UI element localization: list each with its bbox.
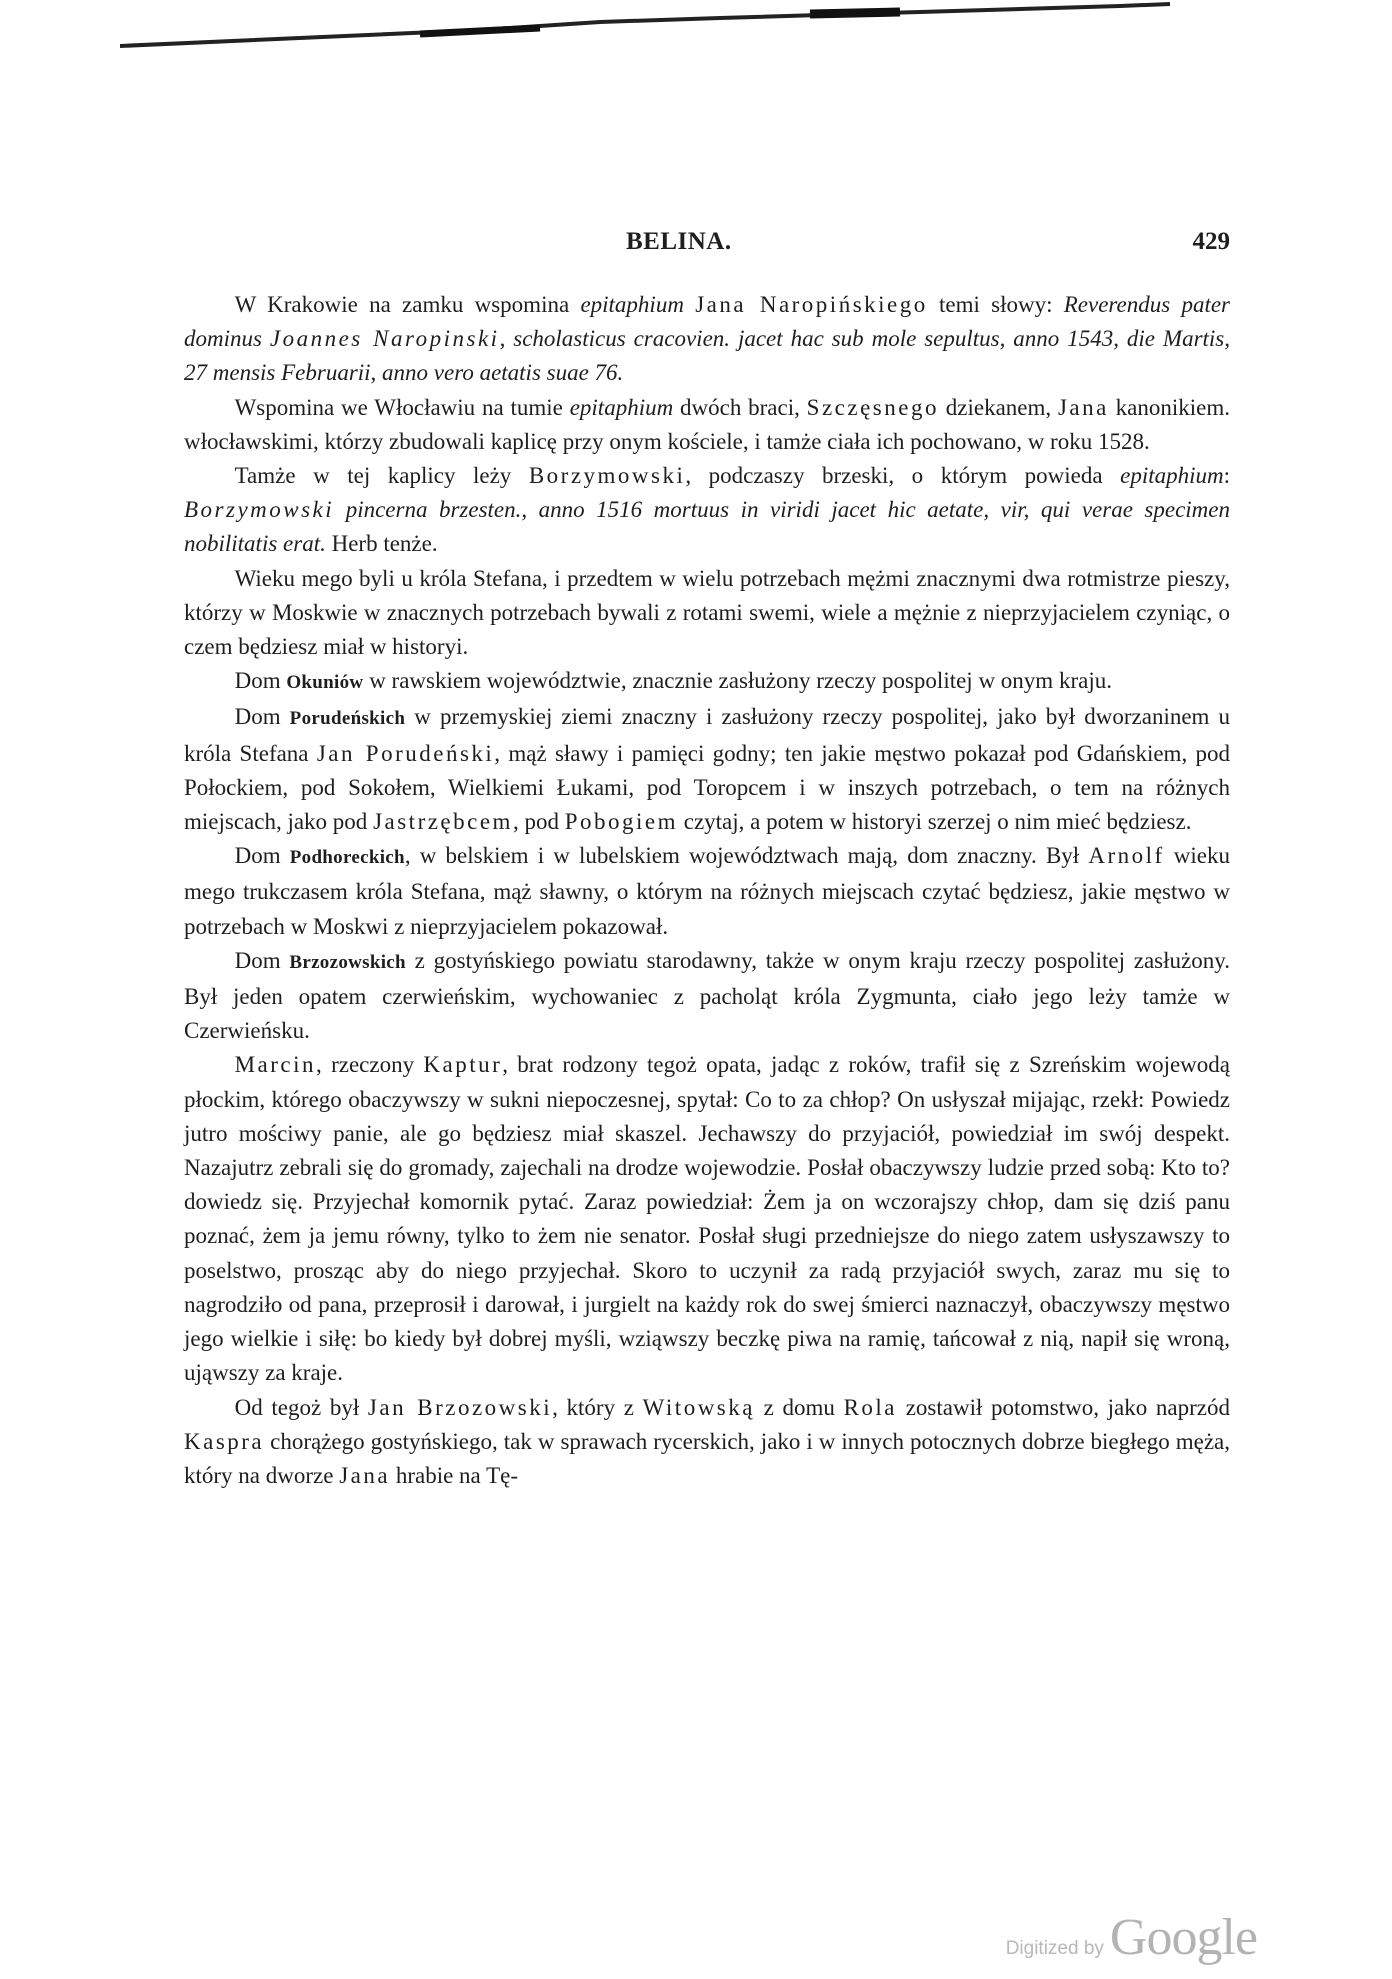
text-run: kanonikiem. włocławskimi, którzy zbudowali kaplicę przy onym kościele, i tamże ciała ich pochowano, w roku 1528.: [184, 394, 1230, 454]
paragraph-1: [184, 288, 1230, 391]
person-name: Arnolf: [1088, 843, 1165, 869]
paragraph-5: [184, 664, 1230, 700]
person-name: Kaspra: [184, 1428, 265, 1454]
page-header: [184, 228, 1230, 268]
person-name: Marcin: [234, 1052, 317, 1078]
family-name: Okuniów: [286, 672, 364, 694]
text-run: Herb tenże.: [325, 531, 438, 557]
person-name: Borzymowski: [184, 497, 335, 523]
person-name: Borzymowski: [528, 463, 686, 489]
text-run: dziekanem,: [938, 394, 1058, 420]
text-run: , który z: [552, 1394, 643, 1420]
text-run: :: [1223, 463, 1231, 489]
text-run: dwóch braci,: [673, 394, 807, 420]
text-run: wieku mego trukczasem króla Stefana, mąż sławny, o którym na różnych miejscach czytać będziesz, jakie męstwo w potrzebach w Moskwi z nieprzyjacielem pokazował.: [184, 843, 1231, 939]
person-name: Jana Naropińskiego: [695, 292, 928, 317]
family-name: Porudeńskich: [289, 708, 406, 730]
text-run: [684, 292, 695, 317]
page-number: 429: [1192, 228, 1230, 255]
digitized-watermark: [1006, 1908, 1257, 1964]
paragraph-4: [184, 562, 1230, 665]
coat-of-arms-name: Pobogiem: [564, 809, 678, 835]
coat-of-arms-name: Rola: [843, 1394, 898, 1420]
text-run: epitaphium: [569, 394, 674, 420]
person-name: Jan Porudeński: [316, 740, 495, 766]
text-run: Tamże w tej kaplicy leży: [234, 463, 529, 489]
person-name: Kaptur: [423, 1052, 503, 1078]
text-run: W Krakowie na zamku wspomina: [234, 292, 581, 317]
person-name: Joannes Naropinski: [269, 326, 500, 352]
body-text: [184, 288, 1230, 1493]
text-run: hrabie na Tę-: [390, 1462, 519, 1488]
text-run: , rzeczony: [316, 1052, 424, 1078]
person-name: Jana: [339, 1462, 391, 1488]
text-run: Wspomina we Włocławiu na tumie: [234, 394, 570, 420]
text-run: , w belskiem i w lubelskiem województwach mają, dom znaczny. Był: [404, 843, 1089, 869]
text-run: z domu: [754, 1394, 844, 1420]
text-run: czytaj, a potem w historyi szerzej o nim mieć będziesz.: [677, 809, 1192, 835]
text-run: pincerna brzesten., anno 1516 mortuus in viridi jacet hic aetate, vir, qui verae specimen nobilitatis erat.: [184, 497, 1230, 557]
paragraph-6: [184, 700, 1230, 839]
text-run: z gostyńskiego powiatu starodawny, także w onym kraju rzeczy pospolitej zasłużony. Był jeden opatem czerwieńskim, wychowaniec z pacholąt króla Zygmunta, ciało jego leży tamże w Czerwieńsku.: [184, 947, 1230, 1044]
family-name: Podhoreckich: [289, 847, 405, 869]
person-name: Jana: [1057, 394, 1109, 420]
scan-edge-artifact: [120, 0, 1200, 60]
text-run: , podczaszy brzeski, o którym powieda: [685, 463, 1121, 489]
text-run: , brat rodzony tegoż opata, jadąc z roków, trafił się z Szreńskim wojewodą płockim, którego obaczywszy w sukni niepoczesnej, spytał: Co to za chłop? On usłyszał mijając, rzekł: Powiedz jutro mościwy panie, ale go będziesz miał skaszel. Jechawszy do przyjaciół, powiedział im swój despekt. Nazajutrz zebrali się do gromady, zajechali na drodze wojewodzie. Posłał obaczywszy ludzie przed sobą: Kto to? dowiedz się. Przyjechał komornik pytać. Zaraz powiedział: Żem ja on wczorajszy chłop, dam się dziś panu poznać, żem ja jemu równy, tylko to żem nie senator. Posłał sługi przedniejsze do niego zatem usłyszawszy to poselstwo, prosząc aby do niego przyjechał. Skoro to uczynił za radą przyjaciół swych, zaraz mu się to nagrodziło od pana, przeprosił i darował, i jurgielt na każdy rok do swej śmierci naznaczył, obaczywszy męstwo jego wielkie i siłę: bo kiedy był dobrej myśli, wziąwszy beczkę piwa na ramię, tańcował z nią, napił się wroną, ująwszy za kraje.: [184, 1052, 1230, 1386]
person-name: Witowską: [642, 1394, 755, 1420]
text-run: , pod: [512, 809, 565, 835]
text-run: Wieku mego byli u króla Stefana, i przedtem w wielu potrzebach mężmi znacznymi dwa rotmistrze pieszy, którzy w Moskwie w znacznych potrzebach bywali z rotami swemi, wiele a mężnie z nieprzyjacielem czyniąc, o czem będziesz miał w historyi.: [184, 565, 1230, 660]
text-run: Dom: [234, 843, 290, 869]
person-name: Jan Brzozowski: [367, 1394, 553, 1420]
text-run: , mąż sławy i pamięci godny; ten jakie męstwo pokazał pod Gdańskiem, pod Połockiem, pod Sokołem, Wielkiemi Łukami, pod Toropcem i w inszych potrzebach, o tem na różnych miejscach, jako pod: [184, 740, 1230, 835]
paragraph-10: [184, 1391, 1230, 1494]
text-run: w przemyskiej ziemi znaczny i zasłużony rzeczy pospolitej, jako był dworzaninem u króla Stefana: [184, 704, 1231, 766]
coat-of-arms-name: Jastrzębcem: [373, 809, 513, 835]
text-run: Reverendus pater dominus: [184, 292, 1230, 352]
paragraph-9: [184, 1048, 1230, 1390]
running-title: BELINA.: [626, 228, 732, 255]
paragraph-8: [184, 944, 1230, 1049]
paragraph-2: [184, 391, 1230, 459]
text-run: Dom: [234, 668, 287, 694]
text-run: w rawskiem województwie, znacznie zasłużony rzeczy pospolitej w onym kraju.: [363, 668, 1112, 694]
google-logo: Google: [1109, 1909, 1257, 1966]
family-name: Brzozowskich: [289, 951, 406, 973]
text-run: Dom: [234, 947, 290, 973]
paragraph-3: [184, 459, 1230, 562]
text-run: zostawił potomstwo, jako naprzód: [897, 1394, 1231, 1420]
text-run: Dom: [234, 704, 290, 730]
text-run: chorążego gostyńskiego, tak w sprawach rycerskich, jako i w innych potocznych dobrze biegłego męża, który na dworze: [184, 1428, 1230, 1488]
text-run: epitaphium: [1120, 463, 1224, 489]
text-run: Od tegoż był: [234, 1394, 368, 1420]
digitized-label: Digitized by: [1005, 1938, 1104, 1959]
text-run: epitaphium: [580, 292, 684, 317]
text-run: , scholasticus cracovien. jacet hac sub mole sepultus, anno 1543, die Martis, 27 mensis Februarii, anno vero aetatis suae 76.: [184, 326, 1231, 386]
text-run: temi słowy:: [927, 292, 1064, 317]
paragraph-7: [184, 839, 1230, 944]
person-name: Szczęsnego: [806, 394, 939, 420]
